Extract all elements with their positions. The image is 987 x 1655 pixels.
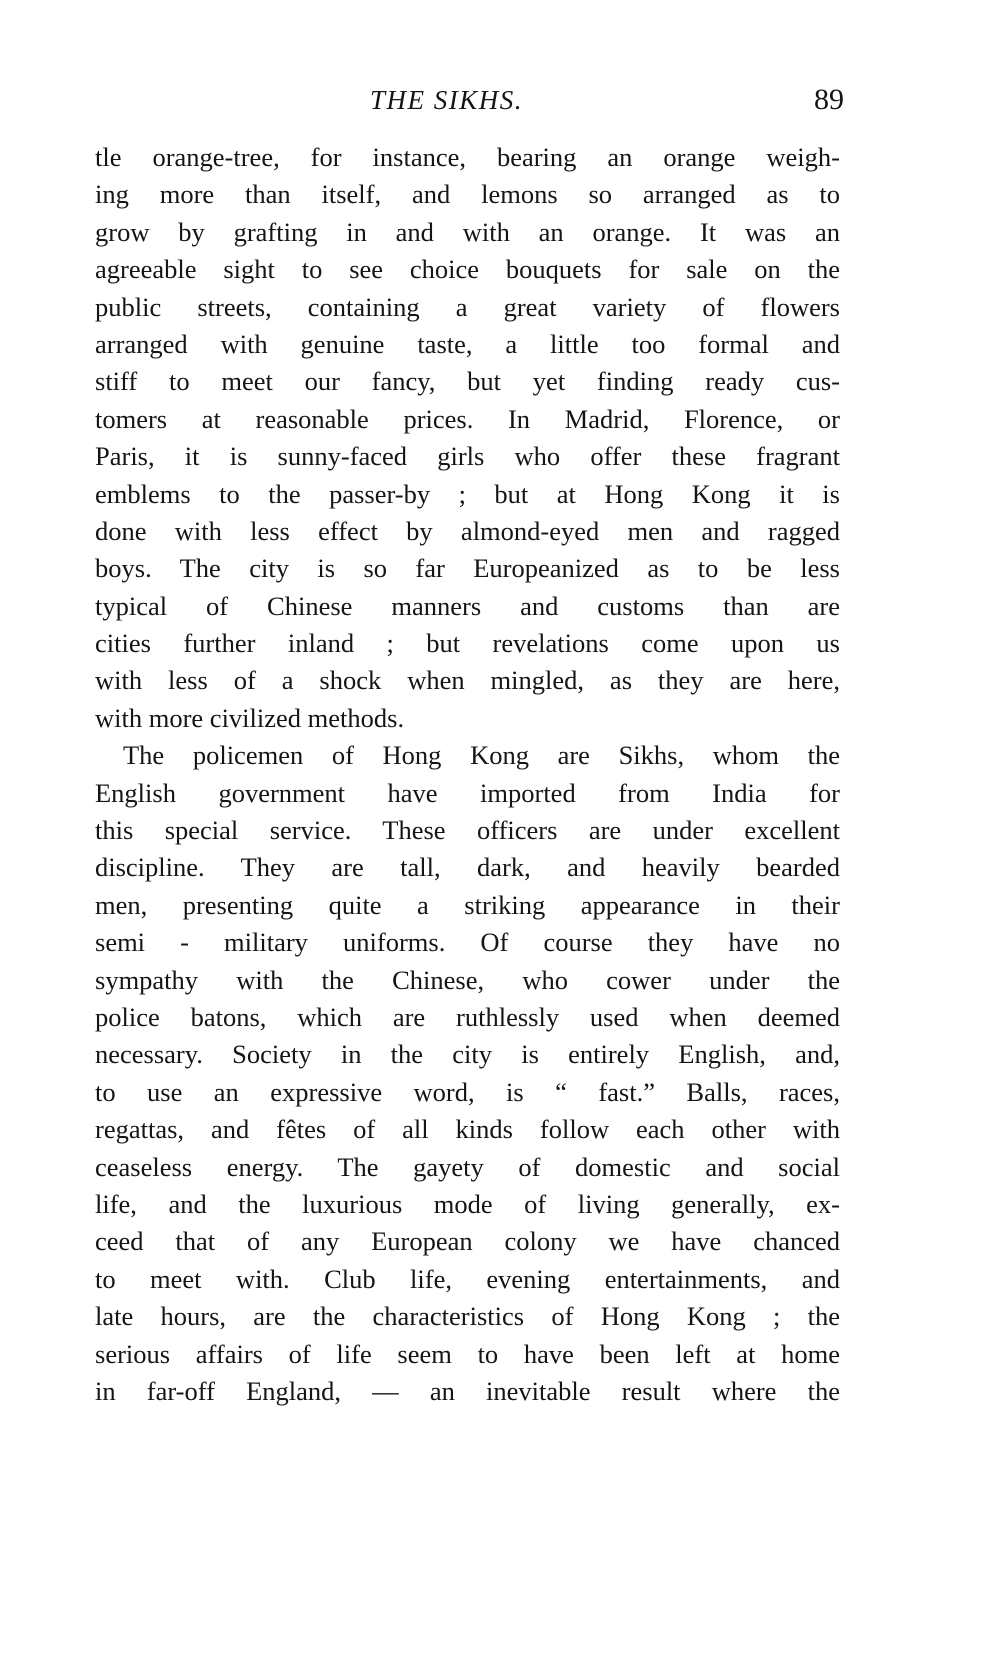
paragraph-sikhs-police: [95, 737, 840, 1410]
text-line: late hours, are the characteristics of Hong Kong ; the: [95, 1301, 840, 1332]
text-line: grow by grafting in and with an orange. It was an: [95, 216, 840, 247]
text-line: The policemen of Hong Kong are Sikhs, whom the: [123, 740, 840, 771]
running-title: THE SIKHS.: [370, 85, 524, 115]
text-line: with less of a shock when mingled, as they are here,: [95, 665, 840, 696]
text-line: cities further inland ; but revelations come upon us: [95, 628, 840, 659]
text-line: with more civilized methods.: [95, 702, 405, 733]
text-line: serious affairs of life seem to have been left at home: [95, 1338, 840, 1369]
running-head: [0, 82, 987, 122]
text-line: boys. The city is so far Europeanized as to be less: [95, 553, 840, 584]
text-line: to use an expressive word, is “ fast.” Balls, races,: [95, 1076, 840, 1107]
text-line: ceaseless energy. The gayety of domestic and social: [95, 1151, 840, 1182]
text-line: agreeable sight to see choice bouquets for sale on the: [95, 254, 840, 285]
text-line: to meet with. Club life, evening entertainments, and: [95, 1263, 840, 1294]
text-line: in far-off England, — an inevitable result where the: [95, 1375, 840, 1406]
text-line: police batons, which are ruthlessly used when deemed: [95, 1001, 840, 1032]
text-line: ceed that of any European colony we have chanced: [95, 1226, 840, 1257]
page-number: 89: [814, 83, 844, 116]
text-line: typical of Chinese manners and customs than are: [95, 590, 840, 621]
text-line: English government have imported from India for: [95, 777, 840, 808]
text-line: semi - military uniforms. Of course they have no: [95, 927, 840, 958]
text-line: tle orange-tree, for instance, bearing an orange weigh-: [95, 142, 840, 172]
text-line: ing more than itself, and lemons so arranged as to: [95, 179, 840, 210]
text-line: this special service. These officers are under excellent: [95, 815, 840, 846]
text-line: necessary. Society in the city is entirely English, and,: [95, 1039, 840, 1070]
text-line: tomers at reasonable prices. In Madrid, Florence, or: [95, 403, 840, 434]
text-line: discipline. They are tall, dark, and heavily bearded: [95, 852, 840, 883]
text-line: Paris, it is sunny-faced girls who offer these fragrant: [95, 441, 840, 472]
text-line: stiff to meet our fancy, but yet finding ready cus-: [95, 366, 840, 397]
text-line: life, and the luxurious mode of living generally, ex-: [95, 1188, 840, 1219]
text-line: regattas, and fêtes of all kinds follow each other with: [95, 1114, 840, 1145]
text-line: public streets, containing a great variety of flowers: [95, 291, 840, 322]
text-line: sympathy with the Chinese, who cower under the: [95, 964, 840, 995]
text-line: men, presenting quite a striking appearance in their: [95, 889, 840, 920]
text-line: emblems to the passer-by ; but at Hong Kong it is: [95, 478, 840, 509]
text-line: arranged with genuine taste, a little too formal and: [95, 328, 840, 359]
paragraph-continuation: [95, 139, 840, 737]
text-line: done with less effect by almond-eyed men and ragged: [95, 515, 840, 546]
body-text: [95, 139, 840, 1410]
